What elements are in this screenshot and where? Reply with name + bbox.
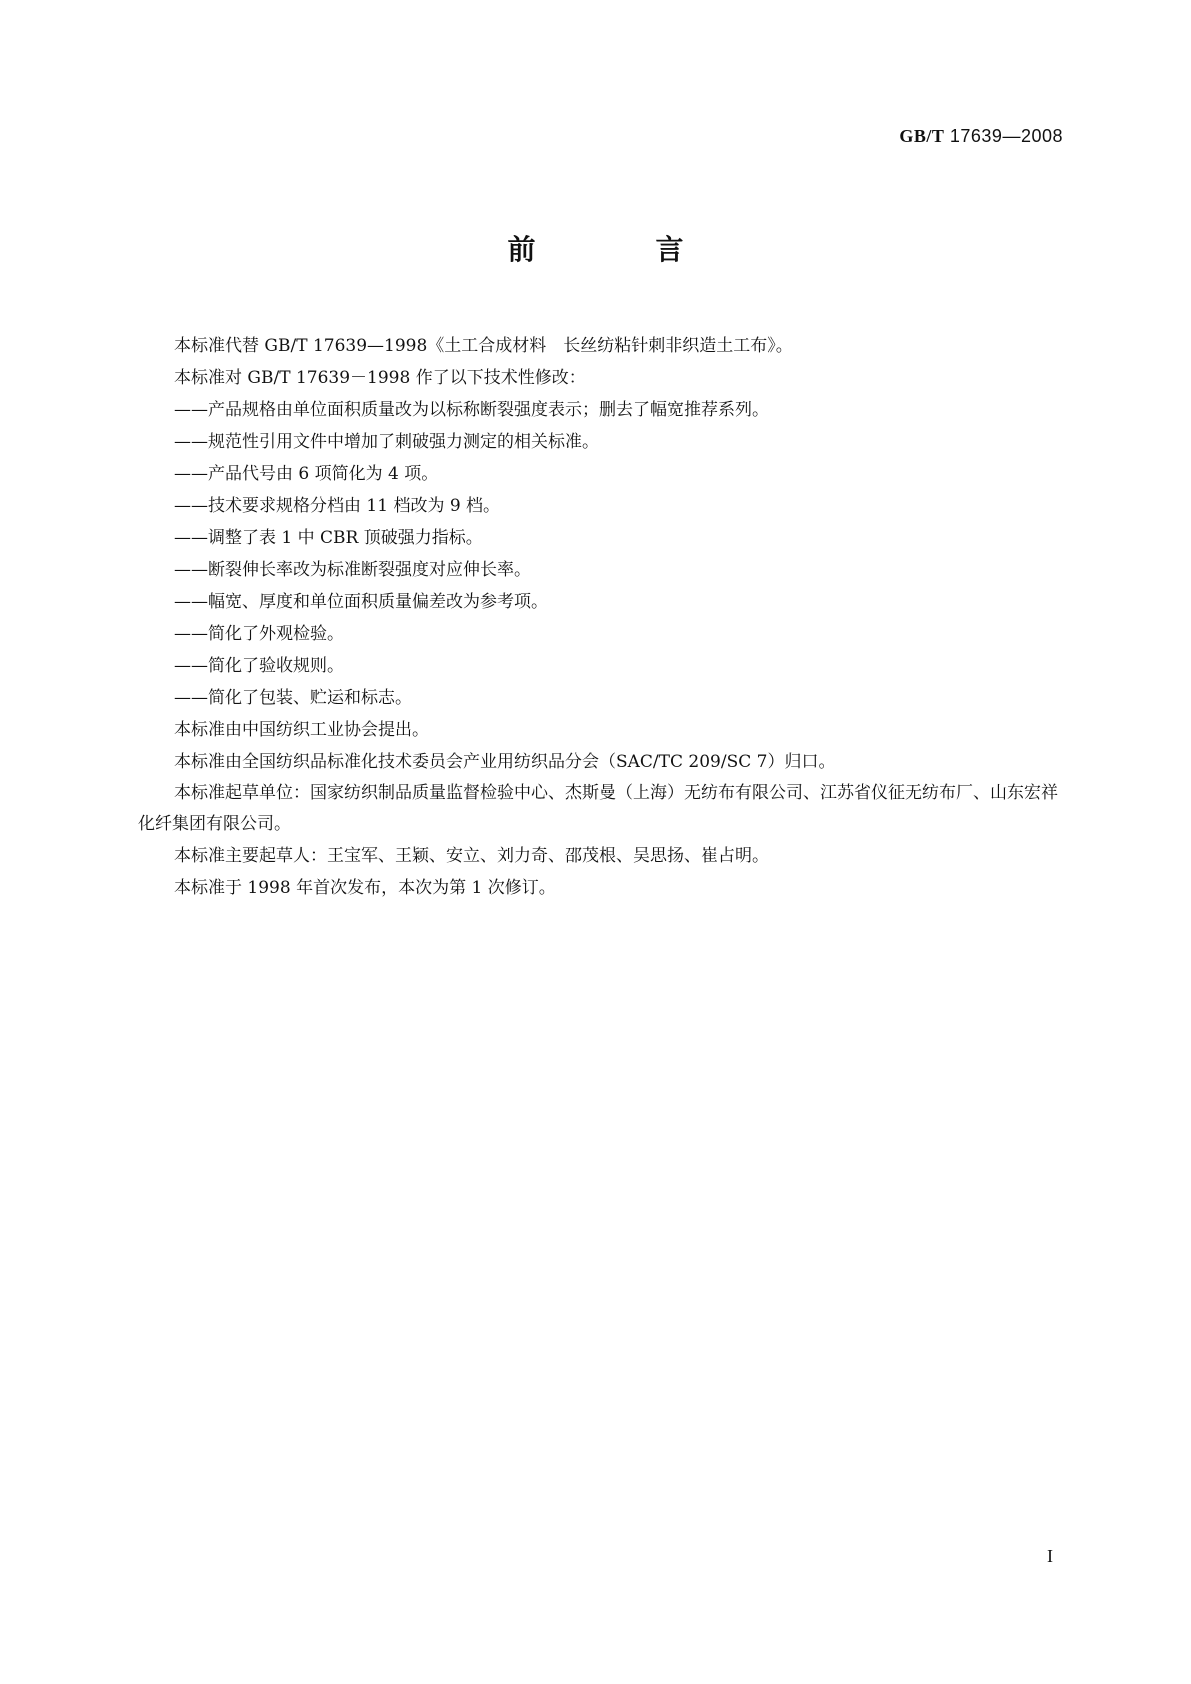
list-item-change: ——产品规格由单位面积质量改为以标称断裂强度表示；删去了幅宽推荐系列。 bbox=[174, 400, 769, 420]
paragraph-drafters: 本标准主要起草人：王宝军、王颖、安立、刘力奇、邵茂根、吴思扬、崔占明。 bbox=[174, 846, 769, 866]
standard-code: 17639—2008 bbox=[949, 126, 1063, 146]
list-item-change: ——简化了外观检验。 bbox=[174, 624, 344, 644]
list-item-change: ——断裂伸长率改为标准断裂强度对应伸长率。 bbox=[174, 560, 531, 580]
list-item-change: ——技术要求规格分档由 11 档改为 9 档。 bbox=[174, 496, 501, 516]
foreword-body bbox=[138, 330, 1063, 904]
paragraph-drafting-units: 本标准起草单位：国家纺织制品质量监督检验中心、杰斯曼（上海）无纺布有限公司、江苏省仪征无纺布厂、山东宏祥化纤集团有限公司。 bbox=[138, 783, 1058, 834]
standard-prefix: GB/T bbox=[899, 126, 945, 146]
list-item-change: ——调整了表 1 中 CBR 顶破强力指标。 bbox=[174, 528, 483, 548]
page-title: 前 言 bbox=[507, 233, 730, 266]
paragraph-history: 本标准于 1998 年首次发布，本次为第 1 次修订。 bbox=[174, 878, 556, 898]
paragraph-jurisdiction: 本标准由全国纺织品标准化技术委员会产业用纺织品分会（SAC/TC 209/SC 7）归口。 bbox=[174, 752, 836, 772]
page-number: I bbox=[1047, 1546, 1053, 1566]
paragraph-proposer: 本标准由中国纺织工业协会提出。 bbox=[174, 720, 429, 740]
list-item-change: ——简化了包装、贮运和标志。 bbox=[174, 688, 412, 708]
standard-number bbox=[899, 126, 1063, 147]
list-item-change: ——产品代号由 6 项简化为 4 项。 bbox=[174, 464, 439, 484]
list-item-change: ——幅宽、厚度和单位面积质量偏差改为参考项。 bbox=[174, 592, 548, 612]
paragraph-replaces: 本标准代替 GB/T 17639—1998《土工合成材料 长丝纺粘针刺非织造土工布》。 bbox=[174, 336, 793, 356]
list-item-change: ——规范性引用文件中增加了刺破强力测定的相关标准。 bbox=[174, 432, 599, 452]
list-item-change: ——简化了验收规则。 bbox=[174, 656, 344, 676]
paragraph-changes-intro: 本标准对 GB/T 17639－1998 作了以下技术性修改： bbox=[174, 368, 586, 388]
